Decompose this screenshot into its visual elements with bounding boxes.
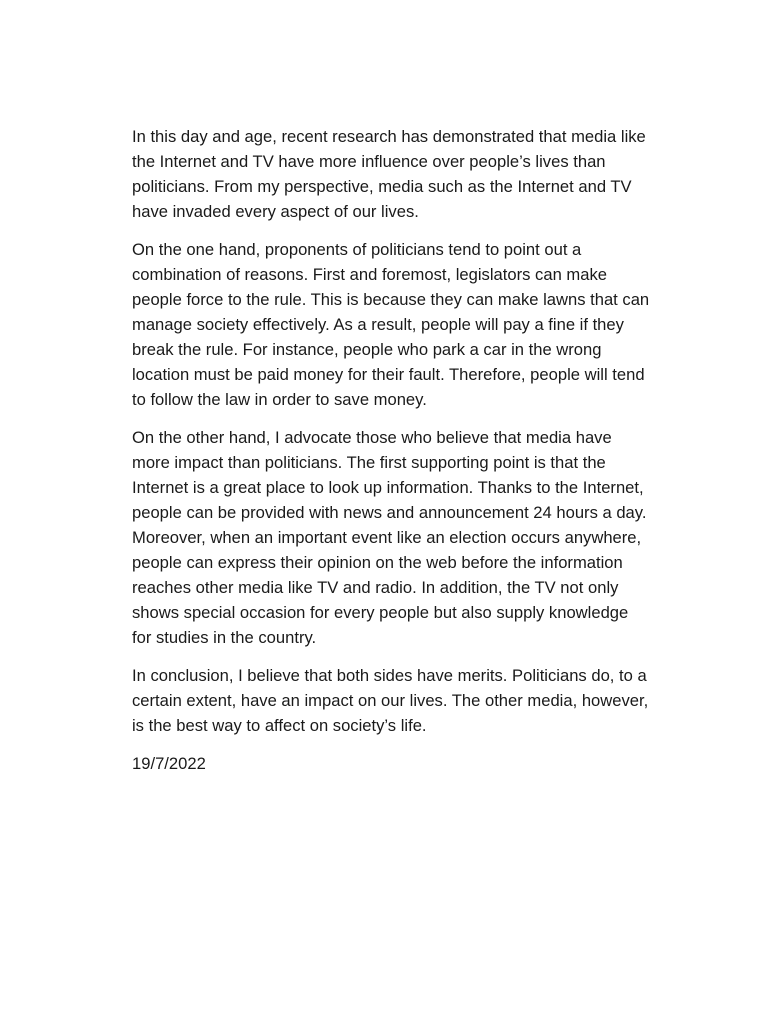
- essay-paragraph-media: On the other hand, I advocate those who believe that media have more impact than politicians. The first supporting point is that the Internet is a great place to look up information. Thanks to the Internet, people can be provided with news and announcement 24 hours a day. Moreover, when an important event like an election occurs anywhere, people can express their opinion on the web before the information reaches other media like TV and radio. In addition, the TV not only shows special occasion for every people but also supply knowledge for studies in the country.: [132, 428, 647, 647]
- essay-paragraph-politicians: On the one hand, proponents of politicians tend to point out a combination of reasons. First and foremost, legislators can make people force to the rule. This is because they can make lawns that can manage society effectively. As a result, people will pay a fine if they break the rule. For instance, people who park a car in the wrong location must be paid money for their fault. Therefore, people will tend to follow the law in order to save money.: [132, 240, 650, 409]
- essay-paragraph-conclusion: In conclusion, I believe that both sides have merits. Politicians do, to a certain extent, have an impact on our lives. The other media, however, is the best way to affect on society’s life.: [132, 666, 649, 735]
- essay-paragraph-intro: In this day and age, recent research has demonstrated that media like the Internet and TV have more influence over people’s lives than politicians. From my perspective, media such as the Internet and TV have invaded every aspect of our lives.: [132, 127, 646, 221]
- essay-document: [132, 124, 652, 776]
- essay-date: 19/7/2022: [132, 754, 206, 773]
